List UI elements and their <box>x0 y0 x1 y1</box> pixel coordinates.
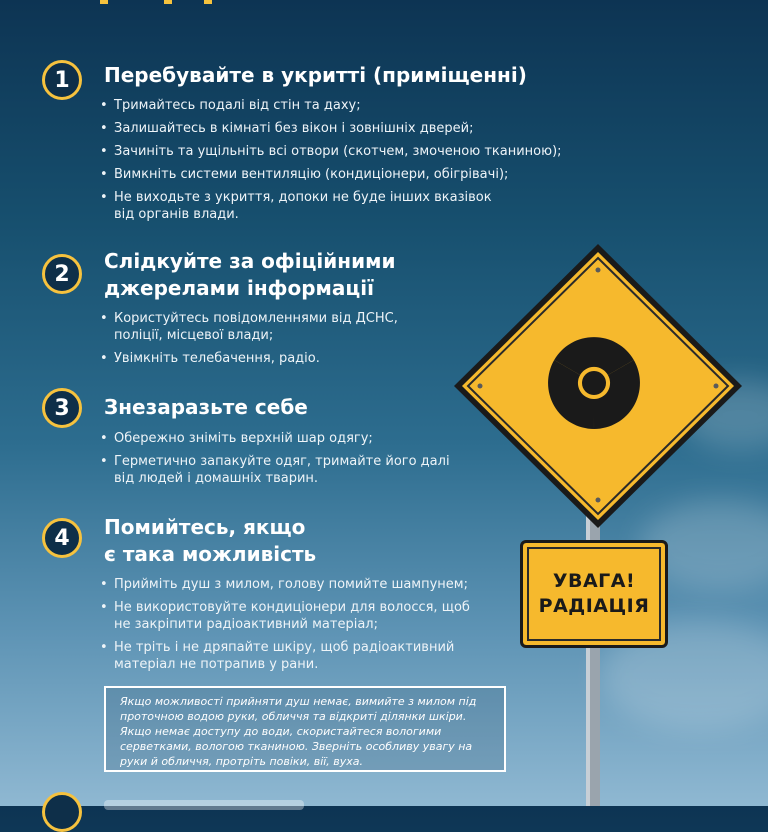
step-title: Помийтесь, якщо є така можливість <box>104 515 317 566</box>
list-item: • Залишайтесь в кімнаті без вікон і зовнішніх дверей; <box>100 120 562 137</box>
step-title-cropped <box>104 800 304 810</box>
step-title: Перебувайте в укритті (приміщенні) <box>104 63 527 87</box>
step-items <box>100 310 398 373</box>
list-item: • Герметично запакуйте одяг, тримайте його далі від людей і домашніх тварин. <box>100 453 450 487</box>
list-item: • Користуйтесь повідомленнями від ДСНС, поліції, місцевої влади; <box>100 310 398 344</box>
note-line: проточною водою руки, обличчя та відкриті ділянки шкіри. <box>120 710 467 723</box>
list-item: • Увімкніть телебачення, радіо. <box>100 350 398 367</box>
step-number-badge: 1 <box>42 60 82 100</box>
warning-board <box>520 540 668 648</box>
step-number-badge <box>42 792 82 832</box>
list-item: • Обережно зніміть верхній шар одягу; <box>100 430 450 447</box>
step-items <box>100 576 470 679</box>
bolt <box>596 268 601 273</box>
bolt <box>714 384 719 389</box>
bolt <box>596 498 601 503</box>
header-accent-strip <box>100 0 220 4</box>
list-item: • Прийміть душ з милом, голову помийте шампунем; <box>100 576 470 593</box>
warning-line-2: РАДІАЦІЯ <box>538 595 650 617</box>
list-item: • Не тріть і не дряпайте шкіру, щоб радіоактивний матеріал не потрапив у рани. <box>100 639 470 673</box>
step-title: Слідкуйте за офіційними джерелами інформації <box>104 249 396 300</box>
note-line: руки й обличчя, протріть повіки, вії, вуха. <box>120 755 364 768</box>
step-items <box>100 97 562 229</box>
step-number-badge: 4 <box>42 518 82 558</box>
step-title: Знезаразьте себе <box>104 395 308 419</box>
step-number-badge: 2 <box>42 254 82 294</box>
note-line: Якщо немає доступу до води, скористайтеся вологими <box>120 725 442 738</box>
list-item: • Вимкніть системи вентиляцію (кондиціонери, обігрівачі); <box>100 166 562 183</box>
bolt <box>478 384 483 389</box>
list-item: • Тримайтесь подалі від стін та даху; <box>100 97 562 114</box>
note-line: серветками, вологою тканиною. Зверніть особливу увагу на <box>120 740 473 753</box>
radiation-warning-sign <box>446 236 750 806</box>
step-items <box>100 430 450 493</box>
note-line: Якщо можливості прийняти душ немає, вимийте з милом під <box>120 695 477 708</box>
warning-line-1: УВАГА! <box>552 570 636 592</box>
list-item: • Зачиніть та ущільніть всі отвори (скотчем, змоченою тканиною); <box>100 143 562 160</box>
list-item: • Не використовуйте кондиціонери для волосся, щоб не закріпити радіоактивний матеріал; <box>100 599 470 633</box>
step-number-badge: 3 <box>42 388 82 428</box>
list-item: • Не виходьте з укриття, допоки не буде інших вказівок від органів влади. <box>100 189 562 223</box>
